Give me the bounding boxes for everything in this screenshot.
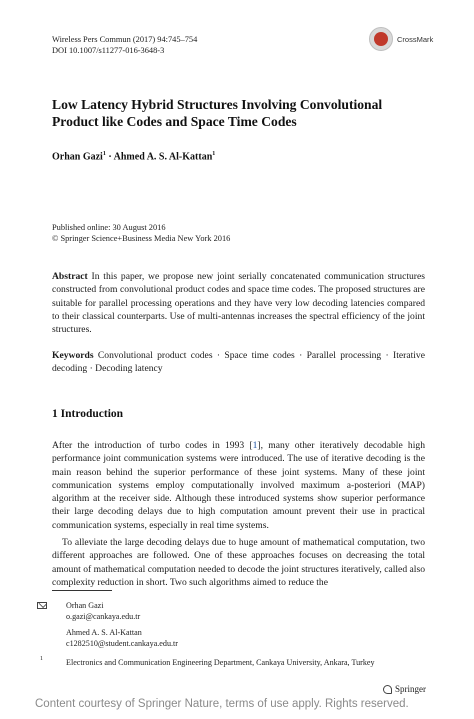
author-name: Ahmed A. S. Al-Kattan [113, 151, 213, 163]
courtesy-notice: Content courtesy of Springer Nature, terms of use apply. Rights reserved. [35, 698, 409, 710]
paper-title: Low Latency Hybrid Structures Involving Convolutional Product like Codes and Space Time Codes [52, 97, 383, 129]
journal-header [52, 34, 197, 56]
copyright: © Springer Science+Business Media New York 2016 [52, 234, 231, 243]
contact-name: Orhan Gazi [66, 601, 104, 610]
crossmark-icon [369, 27, 393, 51]
contact-email[interactable]: c1282510@student.cankaya.edu.tr [66, 639, 178, 648]
paragraph: To alleviate the large decoding delays due to huge amount of mathematical computation, two different approaches are followed. One of these approaches focuses on decreasing the total amount of mathematical computation needed to decode the joint structures iteratively, called also complexity reduction in short. Two such algorithms aimed to reduce the [52, 537, 425, 588]
section-heading: 1 Introduction [52, 408, 124, 420]
crossmark-label: CrossMark [397, 34, 434, 44]
envelope-icon [37, 602, 47, 609]
springer-horse-icon [383, 685, 392, 694]
abstract-text: In this paper, we propose new joint serially concatenated communication structures constructed from convolutional product codes and space time codes. The proposed structures are suitable for parallel processing operations and they have very low decoding latencies compared to their classical counterparts. Use of multi-antennas increases the spectral efficiency of the joint structures. [52, 271, 425, 336]
affiliation-mark: 1 [40, 656, 43, 662]
publication-info [52, 222, 230, 244]
footnote-rule [52, 590, 112, 591]
contact-name: Ahmed A. S. Al-Kattan [66, 628, 142, 637]
author-line [52, 151, 215, 162]
paragraph-text: ], many other iteratively decodable high performance joint communication systems were introduced. The use of iterative decoding is the main reason behind the superior performance of these joint systems. Many of these joint communication systems employ computationally involved maximum a-posteriori (MAP) algorithm at the receiver side. Although these introduced systems show superior performance their large decoding delays due to high computation amount prevent their use in practical communication systems, especially in real time systems. [52, 440, 425, 531]
published-date: Published online: 30 August 2016 [52, 223, 166, 232]
crossmark-badge[interactable] [369, 27, 433, 51]
keywords-label: Keywords [52, 350, 94, 361]
publisher-name: Springer [395, 684, 426, 694]
keywords [52, 349, 425, 376]
abstract [52, 270, 425, 336]
paragraph [52, 439, 425, 532]
affiliation: Electronics and Communication Engineering Department, Cankaya University, Ankara, Turkey [66, 658, 375, 667]
contact-block [66, 600, 140, 622]
abstract-label: Abstract [52, 271, 88, 282]
doi[interactable]: DOI 10.1007/s11277-016-3648-3 [52, 46, 165, 55]
author-separator: · [105, 151, 114, 163]
publisher-logo [383, 684, 426, 694]
keywords-text: Convolutional product codes · Space time codes · Parallel processing · Iterative decoding · Decoding latency [52, 350, 425, 375]
affiliation-mark: 1 [102, 151, 106, 157]
journal-citation: Wireless Pers Commun (2017) 94:745–754 [52, 35, 198, 44]
author-name: Orhan Gazi [52, 151, 103, 163]
citation-link[interactable]: 1 [252, 440, 258, 451]
affiliation-mark: 1 [212, 151, 216, 157]
contact-email[interactable]: o.gazi@cankaya.edu.tr [66, 612, 141, 621]
paragraph-text: After the introduction of turbo codes in 1993 [ [52, 440, 253, 451]
contact-block [66, 627, 178, 649]
